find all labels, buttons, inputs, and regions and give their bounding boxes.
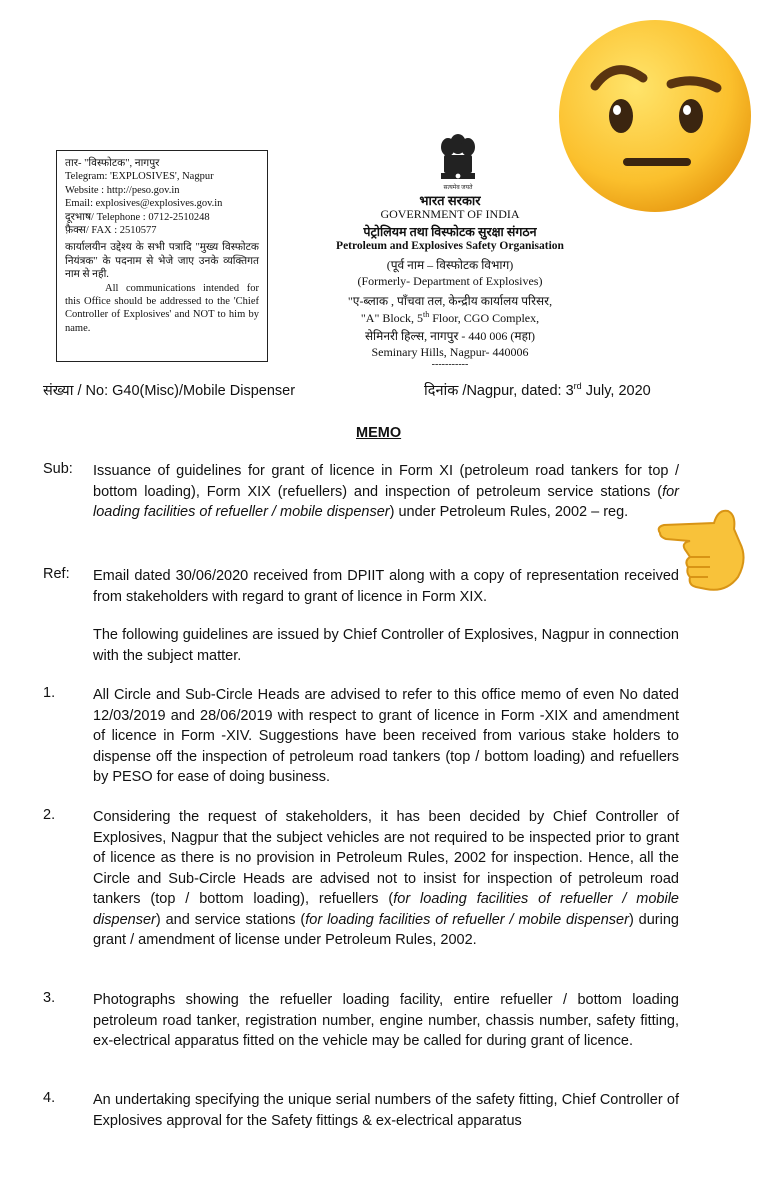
pointing-hand-icon: [656, 503, 756, 598]
english-notice: All communications intended for this Office should be addressed to the 'Chief Controller of Explosives' and NOT to him by name.: [65, 282, 259, 334]
telegram-english: Telegram: 'EXPLOSIVES', Nagpur: [65, 171, 214, 183]
telephone: दूरभाष/ Telephone : 0712-2510248: [65, 211, 210, 223]
address-hindi-1: "ए-ब्लाक , पाँचवा तल, केन्द्रीय कार्यालय परिसर,: [347, 294, 553, 308]
fax: फ़ैक्स/ FAX : 2510577: [65, 225, 157, 237]
memo-number: संख्या / No: G40(Misc)/Mobile Dispenser: [43, 383, 296, 399]
former-name-hindi: (पूर्व नाम – विस्फोटक विभाग): [386, 258, 514, 272]
memo-date: दिनांक /Nagpur, dated: 3rd July, 2020: [424, 381, 651, 399]
address-hindi-2: सेमिनरी हिल्स, नागपुर - 440 006 (महा): [364, 329, 536, 343]
subject-text: Issuance of guidelines for grant of licence in Form XI (petroleum road tankers for top / bottom loading), Form XIX (refuellers) and inspection of petroleum service stations (for loading facilities of refueller / mobile dispenser) under Petroleum Rules, 2002 – reg.: [93, 463, 679, 520]
address-english-1: "A" Block, 5th Floor, CGO Complex,: [360, 310, 540, 325]
emblem-caption: सत्यमेव जयते: [443, 185, 473, 191]
telegram-hindi: तार- "विस्फोटक", नागपुर: [65, 158, 160, 169]
point-text: All Circle and Sub-Circle Heads are advised to refer to this office memo of even No dated 12/03/2019 and 28/06/2019 with respect to grant of licence in Form -XIX and amendment of licence in Form -XIV. Suggestions have been received from various stake holders to dispense off the inspection of petroleum road tankers (top / bottom loading) and refuellers by PESO for ease of doing business.: [93, 687, 679, 785]
point-text: Considering the request of stakeholders, it has been decided by Chief Controller of Explosives, Nagpur that the subject vehicles are not required to be inspected prior to grant of licence as there is no provision in Petroleum Rules, 2002 for inspection. Hence, all the Circle and Sub-Circle Heads are advised not to insist for inspection of petroleum road tankers (top / bottom loading), refuellers (for loading facilities of refueller / mobile dispenser) and service stations (for loading facilities of refueller / mobile dispenser) during grant / amendment of license under Petroleum Rules, 2002.: [93, 809, 679, 948]
contact-info-box: [56, 150, 268, 362]
memo-title: MEMO: [356, 425, 402, 441]
email: Email: explosives@explosives.gov.in: [65, 198, 223, 210]
ref-text: Email dated 30/06/2020 received from DPIIT along with a copy of representation received from stakeholders with regard to grant of licence in Form XIX.: [93, 568, 679, 605]
org-name-hindi: पेट्रोलियम तथा विस्फोटक सुरक्षा संगठन: [363, 225, 537, 239]
point-number: 1.: [43, 685, 56, 701]
ref-label: Ref:: [43, 566, 70, 582]
intro-text: The following guidelines are issued by Chief Controller of Explosives, Nagpur in connection with the subject matter.: [93, 627, 679, 664]
website: Website : http://peso.gov.in: [65, 184, 180, 196]
point-text: Photographs showing the refueller loading facility, entire refueller / bottom loading petroleum road tanker, registration number, engine number, chassis number, safety fitting, ex-electrical apparatus fitted on the vehicle may be called for during grant of licence.: [93, 992, 679, 1049]
org-name-english: Petroleum and Explosives Safety Organisation: [336, 240, 564, 252]
subject-label: Sub:: [43, 461, 73, 477]
govt-of-india: GOVERNMENT OF INDIA: [380, 207, 520, 221]
bharat-sarkar: भारत सरकार: [419, 193, 481, 208]
address-english-2: Seminary Hills, Nagpur- 440006: [371, 345, 529, 359]
point-number: 3.: [43, 990, 56, 1006]
raised-eyebrow-face-icon: [555, 16, 755, 216]
point-text: An undertaking specifying the unique serial numbers of the safety fitting, Chief Controller of Explosives approval for the Safety fittings & ex-electrical apparatus: [93, 1092, 679, 1129]
point-number: 2.: [43, 807, 56, 823]
point-number: 4.: [43, 1090, 56, 1106]
header-dashes: -----------: [431, 359, 469, 370]
national-emblem-icon: [436, 133, 480, 193]
hindi-notice: कार्यालयीन उद्देश्य के सभी पत्रादि "मुख्य विस्फोटक नियंत्रक" के पदनाम से भेजे जाए उनके व्यक्तिगत नाम से नही.: [65, 242, 259, 281]
former-name-english: (Formerly- Department of Explosives): [357, 274, 543, 288]
